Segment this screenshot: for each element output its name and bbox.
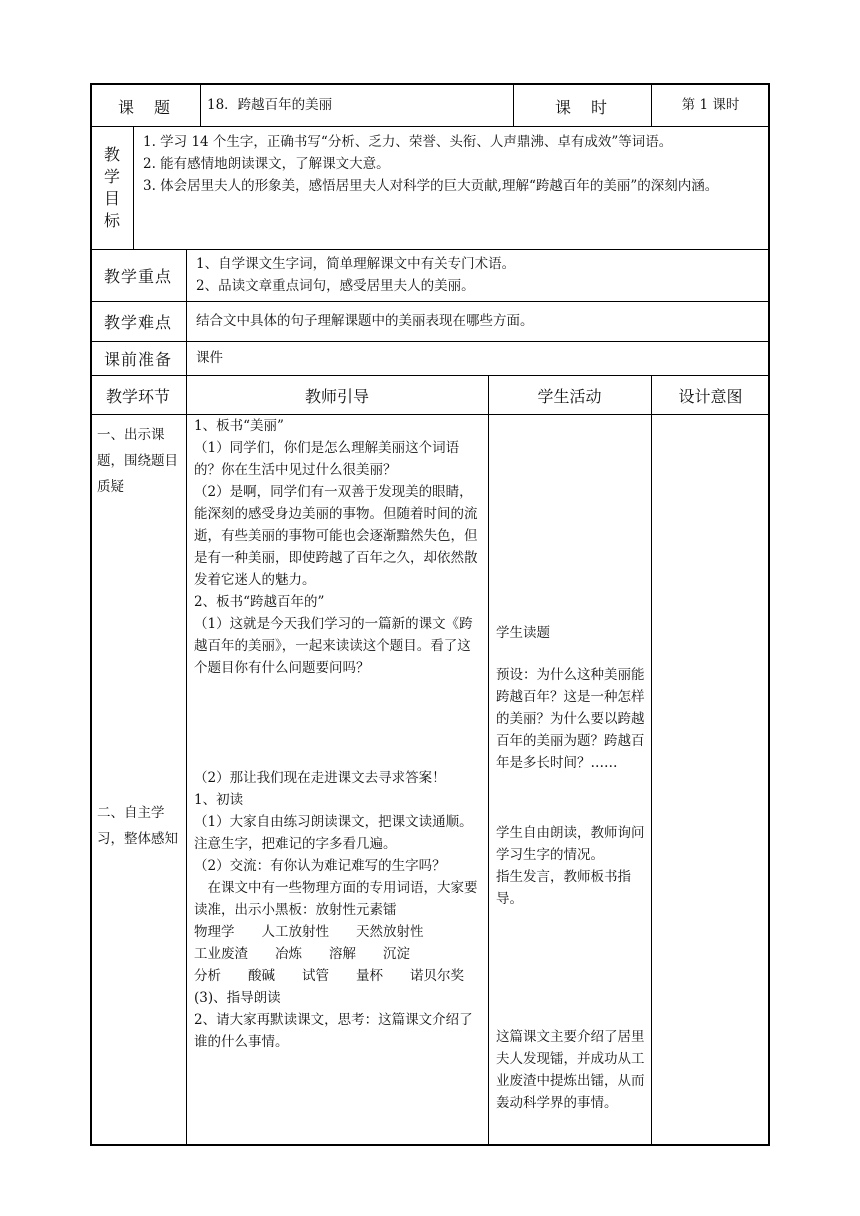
teacher-line: 2、板书“跨越百年的” xyxy=(194,594,325,610)
teacher-line: 分析 酸碱 试管 量杯 诺贝尔奖 xyxy=(194,968,464,984)
teacher-line: （2）是啊，同学们有一双善于发现美的眼睛，能深刻的感受身边美丽的事物。但随着时间的流逝，有些美丽的事物可能也会逐渐黯然失色，但是有一种美丽，即使跨越了百年之久，却依然散发着它迷人的魅力。 xyxy=(194,484,478,588)
key-points-label: 教学重点 xyxy=(103,267,172,286)
design-intent-cell xyxy=(652,415,769,1145)
teacher-line: （2）那让我们现在走进课文去寻求答案！ xyxy=(194,770,446,786)
student-line: 指生发言，教师板书指导。 xyxy=(496,869,631,907)
col-divider xyxy=(200,83,201,126)
teacher-line: 1、初读 xyxy=(194,792,244,808)
row-divider xyxy=(90,249,770,250)
teacher-line: （1）同学们，你们是怎么理解美丽这个词语的？你在生活中见过什么很美丽？ xyxy=(194,440,460,478)
column-header-stage: 教学环节 xyxy=(105,387,170,406)
teacher-line: （2）交流：有你认为难记难写的生字吗？ xyxy=(194,858,446,874)
teacher-line: 在课文中有一些物理方面的专用词语，大家要读准，出示小黑板：放射性元素镭 xyxy=(194,880,478,918)
stage-2: 二、自主学习，整体感知 xyxy=(97,805,178,847)
column-header-teacher: 教师引导 xyxy=(304,387,369,406)
key-point-item: 2、品读文章重点词句，感受居里夫人的美丽。 xyxy=(196,278,475,294)
teacher-line: 2、请大家再默读课文，思考：这篇课文介绍了谁的什么事情。 xyxy=(194,1012,473,1050)
column-header-design: 设计意图 xyxy=(678,387,743,406)
key-point-item: 1、自学课文生字词，简单理解课文中有关专门术语。 xyxy=(196,256,516,272)
teacher-line: （1）大家自由练习朗读课文，把课文读通顺。注意生字，把难记的字多看几遍。 xyxy=(194,814,473,852)
teacher-line: 1、板书“美丽” xyxy=(194,418,284,434)
col-divider xyxy=(488,375,489,1146)
stage-1: 一、出示课题，围绕题目质疑 xyxy=(97,427,178,495)
difficulties-label: 教学难点 xyxy=(103,313,172,332)
row-divider xyxy=(90,341,770,342)
preparation-label: 课前准备 xyxy=(103,350,172,369)
teacher-line: (3)、指导朗读 xyxy=(194,990,281,1006)
period-value: 第 1 课时 xyxy=(681,97,740,113)
objectives-label: 教学目标 xyxy=(103,145,120,230)
objectives-content xyxy=(143,131,763,197)
row-divider xyxy=(90,126,770,127)
teacher-line: （1）这就是今天我们学习的一篇新的课文《跨越百年的美丽》，一起来读读这个题目。看了这个题目你有什么问题要问吗？ xyxy=(194,616,473,676)
teacher-line: 物理学 人工放射性 天然放射性 xyxy=(194,924,424,940)
preparation-text: 课件 xyxy=(196,350,223,366)
column-header-student: 学生活动 xyxy=(537,387,602,406)
student-line: 学生读题 xyxy=(496,625,550,641)
objective-item: 2. 能有感情地朗读课文，了解课文大意。 xyxy=(143,156,390,172)
difficulties-text: 结合文中具体的句子理解课题中的美丽表现在哪些方面。 xyxy=(196,313,534,329)
topic-value: 18．跨越百年的美丽 xyxy=(207,97,333,113)
period-label: 课 时 xyxy=(554,98,609,117)
student-line: 这篇课文主要介绍了居里夫人发现镭，并成功从工业废渣中提炼出镭，从而轰动科学界的事情。 xyxy=(496,1029,645,1111)
col-divider xyxy=(133,126,134,249)
student-line: 学生自由朗读，教师询问学习生字的情况。 xyxy=(496,825,645,863)
key-points-content xyxy=(196,253,766,297)
student-line: 预设：为什么这种美丽能跨越百年？这是一种怎样的美丽？为什么要以跨越百年的美丽为题？跨越百年是多长时间？…… xyxy=(496,667,645,771)
row-divider xyxy=(90,301,770,302)
topic-label: 课 题 xyxy=(117,98,172,117)
row-divider xyxy=(90,375,770,376)
teacher-line: 工业废渣 冶炼 溶解 沉淀 xyxy=(194,946,410,962)
objective-item: 1. 学习 14 个生字，正确书写“分析、乏力、荣誉、头衔、人声鼎沸、卓有成效”等词语。 xyxy=(143,134,673,150)
objective-item: 3. 体会居里夫人的形象美，感悟居里夫人对科学的巨大贡献,理解“跨越百年的美丽”的深刻内涵。 xyxy=(143,178,719,194)
teacher-guidance xyxy=(194,415,484,1053)
